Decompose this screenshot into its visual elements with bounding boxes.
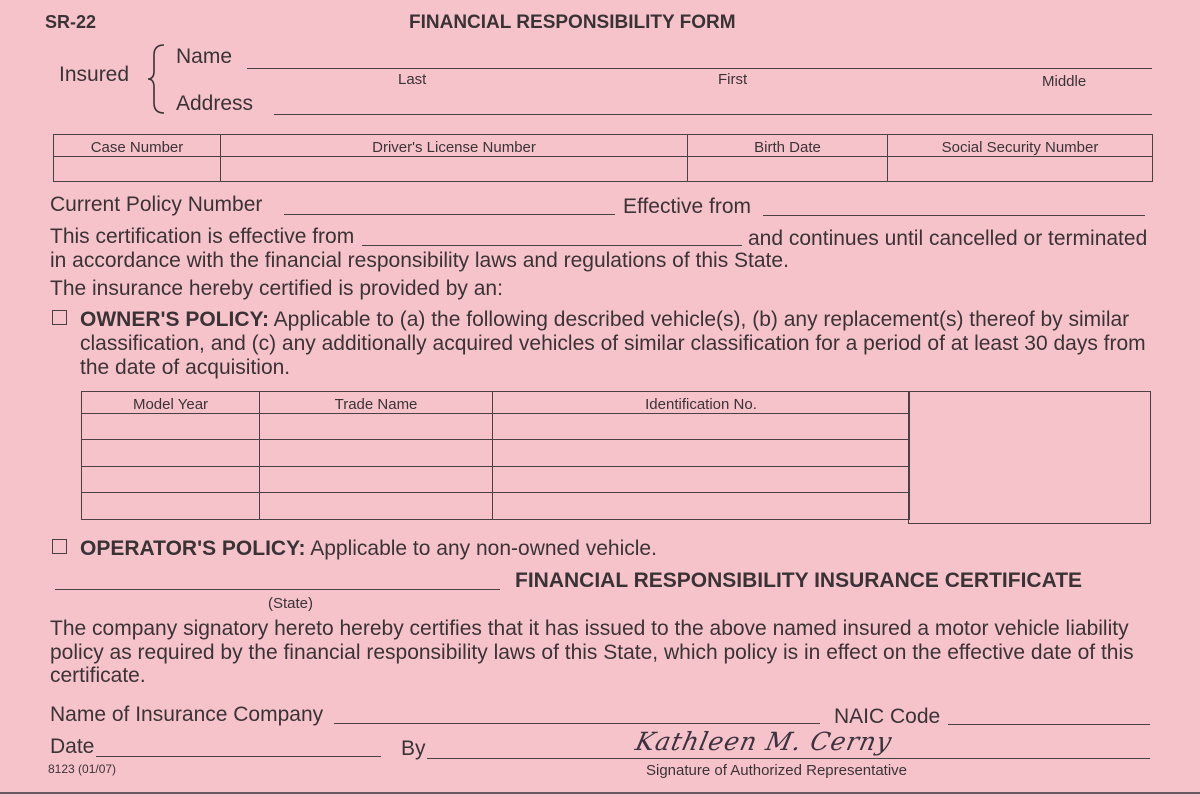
name-sub-middle: Middle xyxy=(1042,73,1087,90)
id-table xyxy=(53,134,1153,182)
current-policy-field[interactable] xyxy=(284,214,615,215)
certificate-body-line2: policy as required by the financial responsibility laws of this State, which policy is in effect on the effective date of this xyxy=(50,641,1134,664)
owners-policy-checkbox[interactable] xyxy=(52,310,67,325)
vehicle-row xyxy=(82,493,910,520)
form-id: SR-22 xyxy=(45,12,97,32)
vehicle-header-model-year: Model Year xyxy=(82,392,260,414)
operators-policy-checkbox[interactable] xyxy=(52,539,67,554)
vehicle-trade-name-cell[interactable] xyxy=(260,414,493,440)
vehicle-trade-name-cell[interactable] xyxy=(260,493,493,520)
vehicle-model-year-cell[interactable] xyxy=(82,493,260,520)
certificate-title: FINANCIAL RESPONSIBILITY INSURANCE CERTIFICATE xyxy=(515,569,1083,592)
name-label: Name xyxy=(176,45,233,68)
form-number: 8123 (01/07) xyxy=(48,762,117,776)
vehicle-header-trade-name: Trade Name xyxy=(260,392,493,414)
company-field[interactable] xyxy=(334,723,820,724)
owners-policy-label: OWNER'S POLICY: xyxy=(80,308,269,331)
cert-effective-line2: in accordance with the financial responsibility laws and regulations of this State. xyxy=(50,249,789,272)
effective-from-label: Effective from xyxy=(623,195,751,218)
naic-label: NAIC Code xyxy=(834,705,941,728)
id-header-case: Case Number xyxy=(54,135,221,157)
company-label: Name of Insurance Company xyxy=(50,703,324,726)
vehicle-trade-name-cell[interactable] xyxy=(260,467,493,493)
vehicle-row xyxy=(82,414,910,440)
license-number-cell[interactable] xyxy=(221,157,688,182)
id-header-ssn: Social Security Number xyxy=(888,135,1153,157)
form-title: FINANCIAL RESPONSIBILITY FORM xyxy=(409,12,736,33)
vehicle-header-id-no: Identification No. xyxy=(493,392,910,414)
case-number-cell[interactable] xyxy=(54,157,221,182)
certificate-body-line1: The company signatory hereto hereby certifies that it has issued to the above named insured a motor vehicle liability xyxy=(50,617,1129,640)
signature-field[interactable] xyxy=(427,758,1150,759)
name-field[interactable] xyxy=(247,68,1152,69)
vehicle-side-box[interactable] xyxy=(908,391,1151,524)
date-field[interactable] xyxy=(96,756,381,757)
vehicle-row xyxy=(82,440,910,467)
vehicle-id-cell[interactable] xyxy=(493,440,910,467)
owners-policy-line3: the date of acquisition. xyxy=(80,356,291,379)
vehicle-model-year-cell[interactable] xyxy=(82,467,260,493)
effective-from-field[interactable] xyxy=(763,215,1145,216)
state-label: (State) xyxy=(268,595,314,612)
signature: Kathleen M. Cerny xyxy=(632,727,896,756)
current-policy-label: Current Policy Number xyxy=(50,193,263,216)
vehicle-table xyxy=(81,391,910,520)
vehicle-id-cell[interactable] xyxy=(493,414,910,440)
operators-policy-text: Applicable to any non-owned vehicle. xyxy=(310,537,657,560)
vehicle-row xyxy=(82,467,910,493)
owners-policy-line1 xyxy=(80,308,1129,332)
id-header-license: Driver's License Number xyxy=(221,135,688,157)
brace-icon xyxy=(146,43,168,115)
insured-label: Insured xyxy=(59,63,130,86)
cert-effective-field[interactable] xyxy=(362,245,742,246)
name-sub-first: First xyxy=(718,71,748,88)
address-field[interactable] xyxy=(274,114,1152,115)
vehicle-trade-name-cell[interactable] xyxy=(260,440,493,467)
signature-caption: Signature of Authorized Representative xyxy=(646,762,907,779)
certificate-body-line3: certificate. xyxy=(50,664,146,687)
operators-policy-line xyxy=(80,537,657,561)
vehicle-model-year-cell[interactable] xyxy=(82,440,260,467)
provided-by-text: The insurance hereby certified is provided by an: xyxy=(50,277,503,300)
ssn-cell[interactable] xyxy=(888,157,1153,182)
owners-policy-line2: classification, and (c) any additionally acquired vehicles of similar classification for a period of at least 30 days from xyxy=(80,332,1146,355)
cert-effective-suffix: and continues until cancelled or terminated xyxy=(748,227,1148,250)
state-field[interactable] xyxy=(55,589,500,590)
naic-field[interactable] xyxy=(948,724,1150,725)
address-label: Address xyxy=(176,92,254,115)
by-label: By xyxy=(401,737,426,760)
date-label: Date xyxy=(50,735,95,758)
owners-policy-text1: Applicable to (a) the following described vehicle(s), (b) any replacement(s) thereof by similar xyxy=(273,308,1130,331)
cert-effective-prefix: This certification is effective from xyxy=(50,225,355,248)
birth-date-cell[interactable] xyxy=(688,157,888,182)
id-header-birthdate: Birth Date xyxy=(688,135,888,157)
vehicle-model-year-cell[interactable] xyxy=(82,414,260,440)
name-sub-last: Last xyxy=(398,71,427,88)
vehicle-id-cell[interactable] xyxy=(493,467,910,493)
vehicle-id-cell[interactable] xyxy=(493,493,910,520)
bottom-divider xyxy=(0,792,1200,794)
operators-policy-label: OPERATOR'S POLICY: xyxy=(80,537,306,560)
